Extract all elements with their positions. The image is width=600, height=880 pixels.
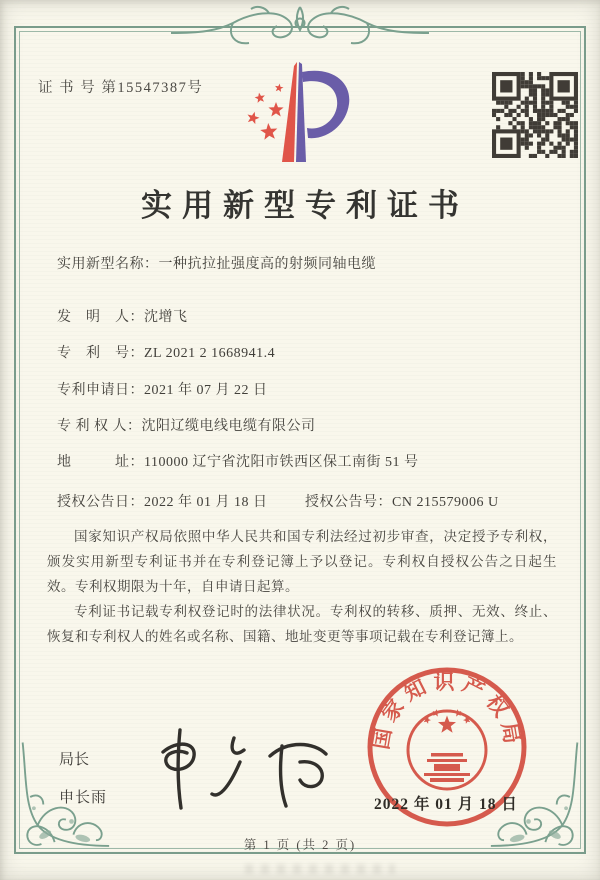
cnipa-logo (236, 56, 368, 170)
field-value: 110000 辽宁省沈阳市铁西区保工南街 51 号 (144, 455, 419, 470)
legal-paragraphs (47, 524, 557, 649)
field-row-inventor (57, 306, 566, 326)
field-value: 一种抗拉扯强度高的射频同轴电缆 (158, 257, 376, 272)
signer-title: 局长 (59, 752, 90, 768)
field-label: 发 明 人： (57, 310, 144, 325)
field-label: 专 利 权 人： (57, 419, 142, 434)
seal-emblem (408, 709, 486, 789)
grant-no-label: 授权公告号： (305, 495, 392, 510)
paragraph-register-statement: 专利证书记载专利权登记时的法律状况。专利权的转移、质押、无效、终止、恢复和专利权人的姓名或名称、国籍、地址变更等事项记载在专利登记簿上。 (47, 604, 557, 644)
field-label: 专利申请日： (57, 383, 144, 398)
grant-date-label: 授权公告日： (57, 495, 144, 510)
logo-p-bowl (302, 71, 349, 138)
next-page-showthrough (245, 864, 395, 874)
field-label: 实用新型名称： (57, 257, 159, 272)
field-value: ZL 2021 2 1668941.4 (144, 346, 276, 361)
grant-date-value: 2022 年 01 月 18 日 (144, 495, 268, 510)
page-number-footer: 第 1 页 (共 2 页) (243, 838, 357, 852)
field-row-address (57, 451, 566, 471)
signer-name: 申长雨 (59, 790, 108, 806)
field-row-patentee (57, 415, 566, 435)
signature-script (150, 716, 350, 816)
field-value: 沈阳辽缆电线电缆有限公司 (141, 419, 316, 434)
signer-block (59, 748, 107, 807)
seal-arc-text: 国家知识产权局 (368, 669, 526, 752)
top-border-ornament (169, 3, 431, 51)
qr-code (492, 72, 578, 158)
certificate-number: 证 书 号 第15547387号 (38, 80, 204, 96)
paragraph-grant-statement: 国家知识产权局依照中华人民共和国专利法经过初步审查，决定授予专利权，颁发实用新型专利证书并在专利登记簿上予以登记。专利权自授权公告之日起生效。专利权期限为十年，自申请日起算。 (47, 529, 557, 594)
field-row-filing-date (57, 379, 566, 399)
logo-red-spire (282, 62, 297, 162)
field-label: 地 址： (57, 455, 144, 470)
field-row-name (57, 253, 566, 273)
certificate-title: 实用新型专利证书 (141, 188, 469, 223)
logo-stars (248, 84, 284, 140)
field-value: 2021 年 07 月 22 日 (144, 383, 268, 398)
field-row-patent-no (57, 342, 566, 362)
grant-no-value: CN 215579006 U (392, 495, 499, 510)
field-value: 沈增飞 (144, 310, 188, 325)
field-label: 专 利 号： (57, 346, 144, 361)
field-row-grant (57, 491, 566, 511)
seal-date: 2022 年 01 月 18 日 (374, 796, 518, 813)
